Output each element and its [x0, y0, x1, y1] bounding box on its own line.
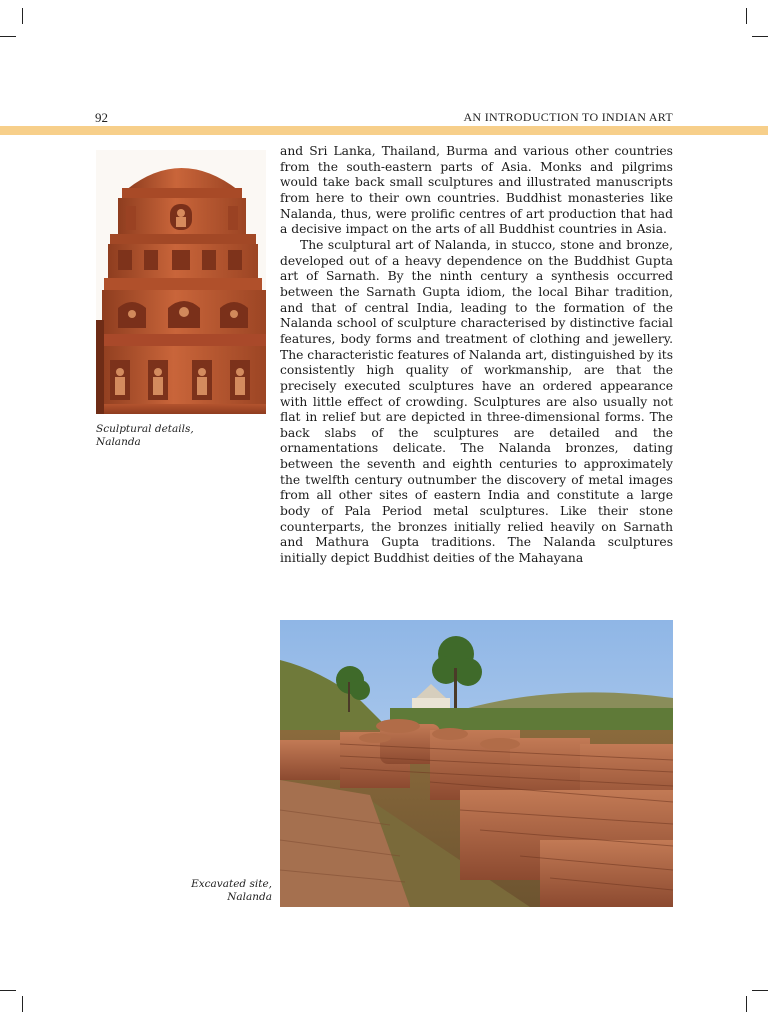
body-text [280, 144, 673, 567]
sculpture-image [96, 150, 266, 414]
excavated-site-image [280, 620, 673, 907]
site-caption-line2: Nalanda [227, 891, 272, 903]
running-title: AN INTRODUCTION TO INDIAN ART [463, 110, 673, 124]
paragraph: and Sri Lanka, Thailand, Burma and various other countries from the south-eastern parts of Asia. Monks and pilgrims would take back small sculptures and illustrated manuscripts from here to their own countries. Buddhist monasteries like Nalanda, thus, were prolific centres of art production that had a decisive impact on the arts of all Buddhist countries in Asia. [280, 144, 673, 237]
header-rule [0, 126, 768, 135]
paragraph: The sculptural art of Nalanda, in stucco, stone and bronze, developed out of a heavy dependence on the Buddhist Gupta art of Sarnath. By the ninth century a synthesis occurred between the Sarnath Gupta idiom, the local Bihar tradition, and that of central India, leading to the formation of the Nalanda school of sculpture characterised by distinctive facial features, body forms and treatment of clothing and jewellery. The characteristic features of Nalanda art, distinguished by its consistently high quality of workmanship, are that the precisely executed sculptures have an ordered appearance with little effect of crowding. Sculptures are also usually not flat in relief but are depicted in three-dimensional forms. The back slabs of the sculptures are detailed and the ornamentations delicate. The Nalanda bronzes, dating between the seventh and eighth centuries to approximately the twelfth century outnumber the discovery of metal images from all other sites of eastern India and constitute a large body of Pala Period metal sculptures. Like their stone counterparts, the bronzes initially relied heavily on Sarnath and Mathura Gupta traditions. The Nalanda sculptures initially depict Buddhist deities of the Mahayana [280, 237, 674, 566]
crop-mark-top-left-h [0, 36, 16, 37]
crop-mark-bottom-left-h [0, 990, 16, 991]
crop-mark-bottom-left [22, 996, 23, 1012]
page-number: 92 [95, 110, 108, 125]
sculpture-caption-line2: Nalanda [96, 436, 141, 448]
site-caption [150, 878, 272, 904]
crop-mark-top-right-h [752, 36, 768, 37]
crop-mark-bottom-right-h [752, 990, 768, 991]
crop-mark-bottom-right [746, 996, 747, 1012]
crop-mark-top-right [746, 8, 747, 24]
sculpture-caption [96, 423, 246, 449]
crop-mark-top-left [22, 8, 23, 24]
sculpture-caption-line1: Sculptural details, [96, 423, 194, 435]
site-caption-line1: Excavated site, [191, 878, 272, 890]
